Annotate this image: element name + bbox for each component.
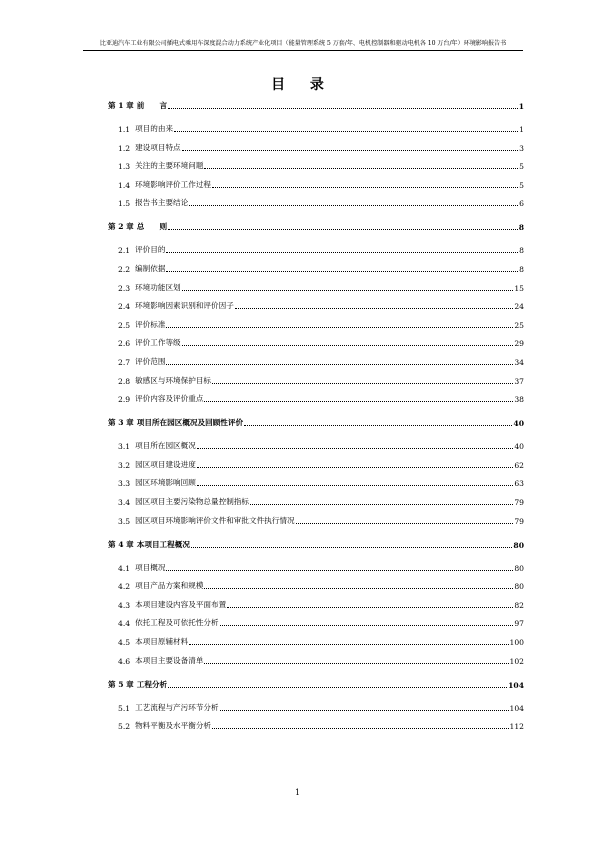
toc-entry-page: 102 [509, 656, 524, 666]
toc-section-entry[interactable] [118, 720, 524, 731]
toc-entry-number: 2.6 [118, 339, 131, 349]
toc-section-entry[interactable] [118, 459, 524, 470]
dot-leader [212, 186, 518, 188]
toc-entry-number: 2.4 [118, 302, 131, 312]
toc-entry-title: 敏感区与环境保护目标 [135, 375, 212, 385]
toc-entry-page: 100 [509, 638, 524, 647]
toc-section-entry[interactable] [118, 356, 524, 367]
toc-entry-page: 40 [513, 419, 524, 429]
toc-title: 目 录 [271, 77, 334, 93]
dot-leader [197, 466, 514, 468]
toc-entry-title: 编制依据 [135, 264, 166, 273]
toc-entry-page: 37 [514, 376, 524, 386]
toc-section-entry[interactable] [118, 142, 524, 153]
toc-entry-number: 2.5 [118, 320, 131, 330]
toc-section-entry[interactable] [118, 393, 524, 404]
toc-section-entry[interactable] [118, 440, 524, 451]
toc-section-entry[interactable] [118, 300, 524, 311]
toc-section-entry[interactable] [118, 160, 524, 171]
toc-entry-title: 环境功能区划 [135, 282, 181, 292]
toc-entry-page: 8 [519, 265, 524, 274]
toc-entry-title: 本项目工程概况 [136, 539, 190, 549]
toc-entry-number: 3.2 [118, 460, 131, 470]
toc-entry-number: 1.4 [118, 180, 131, 190]
toc-entry-page: 104 [509, 703, 524, 713]
dot-leader [166, 270, 518, 272]
toc-entry-page: 38 [514, 395, 524, 405]
toc-entry-number: 第 3 章 [108, 418, 134, 428]
dot-leader [182, 344, 514, 346]
toc-entry-title: 评价目的 [135, 245, 166, 255]
toc-section-entry[interactable] [118, 319, 524, 330]
toc-entry-title: 项目产品方案和规模 [135, 581, 204, 591]
dot-leader [212, 382, 513, 384]
dot-leader [250, 503, 513, 505]
toc-chapter-entry[interactable] [108, 679, 524, 690]
toc-entry-page: 1 [519, 125, 524, 134]
dot-leader [296, 522, 514, 524]
toc-entry-title: 评价标准 [135, 319, 166, 329]
toc-entry-title: 项目所在园区概况 [135, 441, 196, 451]
toc-entry-number: 第 4 章 [108, 539, 134, 549]
dot-leader [166, 569, 513, 571]
toc-section-entry[interactable] [118, 617, 524, 628]
toc-entry-title: 关注的主要环境问题 [135, 161, 204, 171]
toc-entry-title: 园区环境影响回顾 [135, 478, 196, 488]
dot-leader [168, 686, 507, 688]
dot-leader [168, 107, 518, 109]
toc-entry-number: 4.1 [118, 563, 131, 573]
toc-section-entry[interactable] [118, 636, 524, 647]
toc-entry-page: 112 [509, 722, 524, 732]
dot-leader [189, 204, 518, 206]
toc-entry-page: 8 [519, 246, 524, 256]
dot-leader [191, 546, 513, 548]
toc-section-entry[interactable] [118, 337, 524, 348]
toc-entry-number: 2.1 [118, 246, 131, 256]
dot-leader [235, 307, 514, 309]
toc-entry-number: 4.3 [118, 600, 131, 610]
toc-section-entry[interactable] [118, 179, 524, 190]
toc-entry-number: 第 5 章 [108, 679, 134, 689]
dot-leader [204, 587, 513, 589]
dot-leader [227, 606, 513, 608]
toc-entry-number: 3.1 [118, 442, 131, 452]
toc-entry-number: 2.7 [118, 358, 131, 367]
toc-entry-title: 园区项目环境影响评价文件和审批文件执行情况 [135, 515, 295, 525]
toc-section-entry[interactable] [118, 123, 524, 134]
toc-entry-page: 34 [514, 358, 524, 367]
toc-chapter-entry[interactable] [108, 221, 524, 232]
dot-leader [166, 363, 513, 365]
toc-entry-number: 2.3 [118, 283, 131, 293]
toc-section-entry[interactable] [118, 244, 524, 255]
toc-entry-number: 4.6 [118, 656, 131, 666]
dot-leader [166, 251, 518, 253]
toc-entry-page: 8 [518, 223, 524, 233]
toc-entry-page: 15 [514, 283, 524, 293]
toc-entry-page: 79 [514, 498, 524, 507]
toc-entry-title: 园区项目建设进度 [135, 459, 196, 469]
running-header: 比亚迪汽车工业有限公司插电式乘用车深度混合动力系统产业化项目（能量管理系统 5 万套/年、电机控制器和驱动电机各 10 万台/年）环境影响报告书 [99, 40, 507, 47]
toc-entry-number: 4.4 [118, 619, 131, 629]
toc-entry-title: 工艺流程与产污环节分析 [135, 702, 219, 712]
toc-section-entry[interactable] [118, 477, 524, 488]
dot-leader [197, 447, 514, 449]
toc-entry-page: 25 [514, 320, 524, 330]
toc-entry-page: 5 [519, 180, 524, 190]
toc-entry-title: 本项目主要设备清单 [135, 655, 204, 665]
toc-entry-page: 24 [514, 302, 524, 312]
toc-entry-title: 环境影响因素识别和评价因子 [135, 301, 234, 311]
toc-entry-page: 63 [514, 479, 524, 489]
toc-entry-title: 本项目原辅材料 [135, 637, 189, 646]
toc-chapter-entry[interactable] [108, 417, 524, 428]
toc-entry-title: 依托工程及可依托性分析 [135, 618, 219, 628]
toc-entry-page: 80 [513, 540, 524, 550]
toc-entry-title: 评价工作等级 [135, 338, 181, 348]
dot-leader [204, 400, 513, 402]
toc-entry-number: 2.8 [118, 376, 131, 386]
toc-entry-title: 物料平衡及水平衡分析 [135, 721, 212, 731]
toc-section-entry[interactable] [118, 515, 524, 526]
toc-entry-page: 62 [514, 460, 524, 470]
toc-entry-number: 1.3 [118, 162, 131, 172]
toc-entry-number: 5.1 [118, 703, 131, 713]
toc-entry-page: 3 [519, 143, 524, 153]
dot-leader [204, 167, 518, 169]
toc-chapter-entry[interactable] [108, 100, 524, 111]
toc-section-entry[interactable] [118, 655, 524, 666]
dot-leader [168, 228, 518, 230]
toc-section-entry[interactable] [118, 263, 524, 274]
dot-leader [220, 624, 514, 626]
dot-leader [204, 662, 508, 664]
toc-entry-number: 4.5 [118, 638, 131, 647]
toc-entry-page: 97 [514, 619, 524, 629]
toc-section-entry[interactable] [118, 562, 524, 573]
dot-leader [166, 326, 513, 328]
toc-entry-page: 40 [514, 442, 524, 452]
dot-leader [189, 643, 508, 645]
toc-entry-title: 报告书主要结论 [135, 198, 189, 208]
dot-leader [197, 484, 514, 486]
dot-leader [212, 727, 508, 729]
toc-entry-title: 项目的由来 [135, 124, 174, 133]
toc-entry-page: 82 [514, 600, 524, 610]
header-rule [83, 50, 523, 51]
toc-entry-number: 第 1 章 [108, 101, 134, 110]
toc-entry-title: 园区项目主要污染物总量控制指标 [135, 497, 249, 506]
toc-section-entry[interactable] [118, 496, 524, 507]
toc-section-entry[interactable] [118, 282, 524, 293]
toc-entry-title: 评价范围 [135, 357, 166, 366]
toc-entry-title: 本项目建设内容及平面布置 [135, 599, 227, 609]
toc-entry-number: 3.5 [118, 516, 131, 526]
toc-entry-page: 80 [514, 582, 524, 592]
toc-entry-number: 1.1 [118, 125, 131, 134]
toc-entry-number: 第 2 章 [108, 222, 134, 232]
toc-entry-title: 环境影响评价工作过程 [135, 179, 212, 189]
toc-entry-number: 1.2 [118, 143, 131, 153]
toc-section-entry[interactable] [118, 599, 524, 610]
toc-entry-page: 29 [514, 339, 524, 349]
toc-entry-number: 3.3 [118, 479, 131, 489]
toc-entry-page: 1 [518, 102, 524, 111]
toc-entry-title: 建设项目特点 [135, 142, 181, 152]
toc-entry-title: 项目所在园区概况及回顾性评价 [136, 418, 244, 428]
toc-entry-number: 4.2 [118, 582, 131, 592]
toc-entry-title: 前 言 [136, 101, 168, 110]
toc-section-entry[interactable] [118, 375, 524, 386]
toc-entry-number: 5.2 [118, 722, 131, 732]
toc-entry-number: 2.9 [118, 395, 131, 405]
toc-entry-page: 79 [514, 516, 524, 526]
dot-leader [220, 709, 509, 711]
toc-entry-number: 1.5 [118, 199, 131, 209]
toc-entry-page: 5 [519, 162, 524, 172]
toc-entry-title: 工程分析 [136, 679, 168, 689]
toc-entry-page: 80 [514, 563, 524, 573]
toc-entry-title: 评价内容及评价重点 [135, 394, 204, 404]
toc-entry-number: 2.2 [118, 265, 131, 274]
dot-leader [182, 149, 519, 151]
toc-section-entry[interactable] [118, 197, 524, 208]
dot-leader [182, 289, 514, 291]
toc-chapter-entry[interactable] [108, 539, 524, 550]
toc-entry-title: 项目概况 [135, 562, 166, 572]
toc-entry-title: 总 则 [136, 222, 168, 232]
toc-entry-number: 3.4 [118, 498, 131, 507]
toc-entry-page: 104 [508, 680, 524, 690]
toc-entry-page: 6 [519, 199, 524, 209]
toc-section-entry[interactable] [118, 702, 524, 713]
toc-section-entry[interactable] [118, 580, 524, 591]
page-number: 1 [294, 788, 301, 797]
dot-leader [174, 130, 518, 132]
dot-leader [244, 424, 512, 426]
